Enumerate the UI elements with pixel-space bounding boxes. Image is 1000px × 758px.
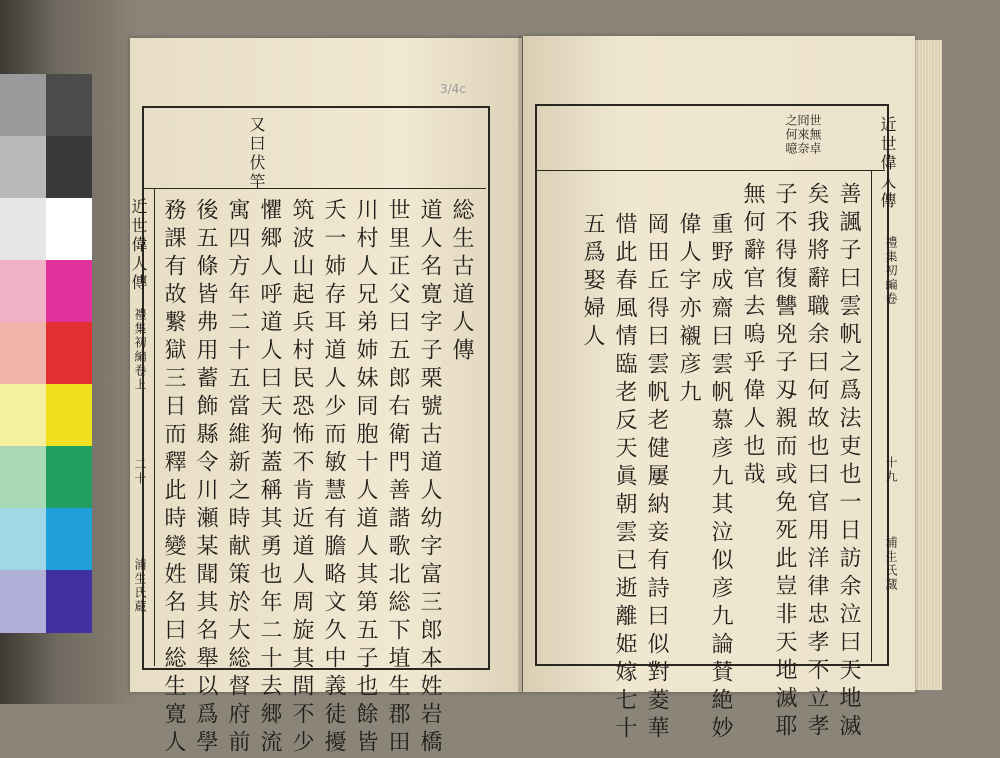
color-swatch: [0, 136, 46, 199]
color-swatch: [0, 508, 46, 571]
right-column-9: 五爲娶婦人: [580, 212, 605, 352]
color-swatch: [46, 570, 92, 633]
left-column-9: 務課有故繋獄三日而釋此時變姓名曰総生寛人: [161, 198, 186, 758]
left-margin-volume: 禮集初編卷上: [133, 308, 147, 392]
left-column-5: 筑波山起兵村民恐怖不肯近道人周旋其間不少: [289, 198, 314, 758]
left-column-3: 川村人兄弟姉妹同胞十人道人其第五子也餘皆: [353, 198, 378, 758]
left-header-rule: [144, 188, 486, 189]
color-swatch: [0, 198, 46, 261]
right-margin-publisher: 浦生氏蔵: [884, 536, 898, 592]
left-header-note: 又曰伏竿: [247, 116, 266, 192]
left-margin-publisher: 浦生氏蔵: [133, 558, 147, 614]
left-column-8: 後五條皆弗用蓄飾縣令川瀬某聞其名舉以爲學: [193, 198, 218, 758]
color-swatch: [46, 508, 92, 571]
color-swatch: [0, 322, 46, 385]
color-swatch: [46, 446, 92, 509]
color-swatch: [46, 74, 92, 137]
left-column-2: 世里正父曰五郎右衛門善諧歌北総下埴生郡田: [385, 198, 410, 758]
pencil-note: 3/4c: [440, 82, 466, 96]
color-swatch: [0, 74, 46, 137]
color-swatch: [0, 570, 46, 633]
right-margin-page: 十九: [884, 456, 898, 484]
right-column-2: 矣我將辭職余曰何故也曰官用洋律忠孝不立孝: [804, 182, 829, 742]
left-margin-rule: [154, 188, 155, 666]
color-calibration-chart: [0, 74, 92, 634]
right-column-3: 子不得復讐兇子刄親而或免死此豈非天地滅耶: [772, 182, 797, 742]
right-header-note: 世無卓冏來奈之何噫: [784, 114, 822, 156]
color-swatch: [0, 260, 46, 323]
color-swatch: [46, 384, 92, 447]
right-column-4: 無何辭官去嗚乎偉人也哉: [740, 182, 765, 490]
left-title: 総生古道人傳: [449, 198, 474, 366]
right-column-6: 偉人字亦襯彦九: [676, 212, 701, 408]
color-swatch: [46, 198, 92, 261]
left-column-4: 夭一姉存耳道人少而敏慧有膽略文久中義徒擾: [321, 198, 346, 758]
right-column-1: 善諷子曰雲帆之爲法吏也一日訪余泣曰天地滅: [836, 182, 861, 742]
right-margin-rule: [871, 170, 872, 662]
left-margin-page: 二十: [133, 458, 147, 486]
color-swatch: [0, 384, 46, 447]
right-header-rule: [537, 170, 885, 171]
color-swatch: [46, 136, 92, 199]
left-column-6: 懼郷人呼道人曰天狗蓋稱其勇也年二十去郷流: [257, 198, 282, 758]
right-margin-title: 近世偉人傳: [878, 116, 897, 211]
left-page: [129, 38, 522, 758]
left-column-1: 道人名寛字子栗號古道人幼字富三郎本姓岩橋: [417, 198, 442, 758]
right-column-8: 惜此春風情臨老反天眞朝雲已逝離姫嫁七十: [612, 212, 637, 744]
right-column-5: 重野成齋曰雲帆慕彦九其泣似彦九論賛絶妙: [708, 212, 733, 744]
open-book: [129, 26, 945, 758]
color-swatch: [46, 322, 92, 385]
left-margin-title: 近世偉人傳: [129, 198, 148, 293]
right-page: [523, 36, 915, 744]
right-column-7: 岡田丘得曰雲帆老健屢納妾有詩曰似對菱華: [644, 212, 669, 744]
color-swatch: [46, 260, 92, 323]
color-swatch: [0, 446, 46, 509]
right-margin-volume: 禮集初編卷: [884, 236, 898, 306]
left-column-7: 寓四方年二十五當維新之時献策於大総督府前: [225, 198, 250, 758]
